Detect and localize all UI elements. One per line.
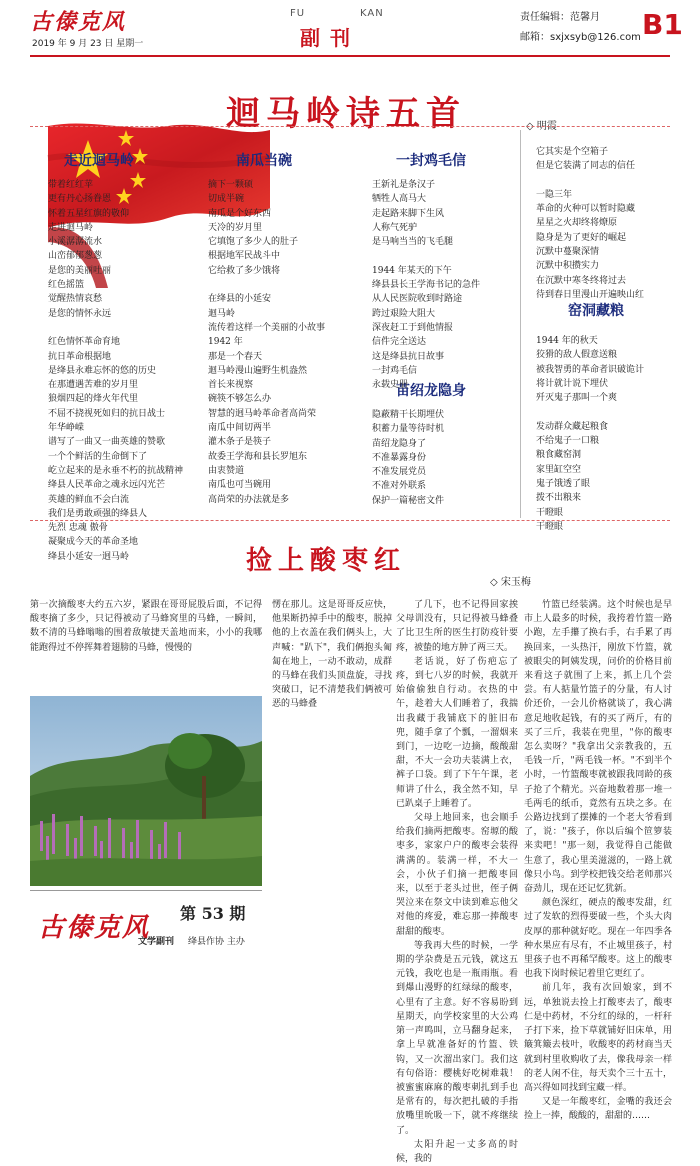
article-paragraph: 太阳升起一丈多高的时候，我的 — [396, 1139, 518, 1164]
poem-line: 年华峥嵘 — [48, 423, 85, 434]
poem-line: 走起路来脚下生风 — [372, 208, 445, 219]
poem-line: 在那遭遇苦难的岁月里 — [48, 380, 139, 391]
masthead-fu: FU — [290, 8, 306, 19]
poem-line: 狡猾的敌人假意送粮 — [536, 350, 618, 361]
masthead-logo: 古傣克风 — [30, 9, 127, 35]
poem-line: 星星之火却终将燎原 — [536, 218, 618, 229]
poem-3-body — [372, 178, 480, 392]
poem-line: 英雄的鲜血不会白流 — [48, 494, 130, 505]
poem-line: 一个个鲜活的生命倒下了 — [48, 451, 148, 462]
poem-line: 是您的情怀永远 — [48, 308, 112, 319]
poem-title-3: 一封鸡毛信 — [396, 153, 466, 169]
poem-line: 革命的火种可以暂时隐藏 — [536, 204, 636, 215]
article-paragraph: 颜色深红，硬点的酸枣发甜，红过了发软的烈得要破一些，个头大肉皮厚的那种就好吃。现在一年四季各种水果应有尽有，不止城里孩子，村里孩子也不再稀罕酸枣。这上的酸枣也我下岗时候记着里它更红了。 — [524, 898, 672, 980]
poem-line: 南瓜中间切两半 — [208, 423, 272, 434]
article-title: 捡上酸枣红 — [246, 546, 407, 576]
publication-type: 文学副刊 — [138, 937, 175, 947]
poem-line: 屹立起来的是永垂不朽的抗战精神 — [48, 465, 184, 476]
poem-1-body — [48, 178, 183, 564]
poem-line: 深夜赶工于到他情报 — [372, 322, 454, 333]
poem-line: 是绛县永难忘怀的悠的历史 — [48, 365, 157, 376]
masthead — [0, 0, 700, 58]
article-author: ◇ 宋玉梅 — [490, 577, 531, 588]
poem-line: 迴马岭 — [208, 308, 236, 319]
poem-line: 一封鸡毛信 — [372, 365, 418, 376]
poem-line: 高尚荣的办法就是多 — [208, 494, 290, 505]
poem-2-body — [208, 178, 325, 507]
poem-line: 1944 年某天的下午 — [372, 265, 452, 276]
poem-line: 山峦郁郁葱葱 — [48, 251, 103, 262]
poem-line: 干瞪眼 — [536, 521, 564, 532]
poem-line: 碗筷不够怎么办 — [208, 394, 272, 405]
poem-line: 绛县小延安一迥马岭 — [48, 551, 130, 562]
poem-line: 绛县县长王学海书记的急件 — [372, 280, 481, 291]
poem-line: 牺牲人高马大 — [372, 194, 427, 205]
article-col-3 — [396, 598, 518, 1164]
poem-line: 沉默中蔓聚深情 — [536, 247, 600, 258]
poem-line: 信件完全送达 — [372, 337, 427, 348]
publication-footer — [30, 890, 262, 968]
poem-line: 故委王学海和县长罗旭东 — [208, 451, 308, 462]
poem-series-title: 迴马岭诗五首 — [226, 94, 466, 134]
poem-line — [372, 249, 480, 263]
poem-line: 在沉默中寒冬终将过去 — [536, 275, 627, 286]
poem-line: 1942 年 — [208, 337, 243, 348]
poem-line: 南瓜是个好东西 — [208, 208, 272, 219]
poem-title-4: 苗绍龙隐身 — [396, 383, 466, 399]
poem-line: 保护一篇秘密文件 — [372, 495, 445, 506]
masthead-date: 2019 年 9 月 23 日 星期一 — [32, 39, 144, 49]
poem-line: 凝聚成今天的革命圣地 — [48, 537, 139, 548]
poem-line: 我们是勇敢顽强的绛县人 — [48, 508, 148, 519]
poem-line: 流传着这样一个美丽的小故事 — [208, 322, 326, 333]
poem-line: 不给鬼子一口粮 — [536, 436, 600, 447]
poem-line: 小溪潺潺流水 — [48, 237, 103, 248]
poem-line: 红色情怀革命育地 — [48, 337, 121, 348]
poem-line: 更有丹心扬眷恩 — [48, 194, 112, 205]
poem-line — [208, 278, 325, 292]
poem-line: 歼灭鬼子那叫一个爽 — [536, 393, 618, 404]
poem-line — [536, 405, 644, 419]
poem-line: 切成半碗 — [208, 194, 245, 205]
poem-line: 灌木条子是筷子 — [208, 437, 272, 448]
poem-line: 根据地军民战斗中 — [208, 251, 281, 262]
poem-line: 积蓄力量等待时机 — [372, 424, 445, 435]
poem-line: 1944 年的秋天 — [536, 336, 598, 346]
poem-line: 沉默中积攒实力 — [536, 261, 600, 272]
poem-line — [536, 174, 644, 188]
column-rule — [520, 130, 521, 518]
landscape-photo — [30, 696, 262, 886]
poem-line: 怀着五星红旗的敬仰 — [48, 208, 130, 219]
poem-title-1: 走近迴马岭 — [64, 153, 134, 169]
poem-line: 粮食藏窑洞 — [536, 450, 582, 461]
poem-line: 一隐三年 — [536, 189, 573, 200]
poem-line: 干瞪眼 — [536, 507, 564, 518]
poem-line: 王新礼是条汉子 — [372, 180, 436, 190]
masthead-kan: KAN — [360, 8, 384, 19]
poem-line: 但是它装满了同志的信任 — [536, 161, 636, 172]
poem-title-6: 窑洞藏粮 — [568, 303, 624, 319]
poem-author: ◇ 明霞 — [526, 121, 557, 132]
poem-line: 拨不出粮来 — [536, 493, 582, 504]
poem-line: 隐蔽精干长期埋伏 — [372, 410, 445, 420]
poem-line: 不屈不挠视死如归的抗日战士 — [48, 408, 166, 419]
poem-line: 从人民医院收到时路途 — [372, 294, 463, 305]
publication-host: 绛县作协 主办 — [188, 937, 245, 947]
masthead-editor: 责任编辑：范馨月 — [520, 12, 600, 23]
poem-line: 由衷赞道 — [208, 465, 245, 476]
poem-line: 永载史册 — [372, 380, 409, 391]
poem-line: 迴马岭漫山遍野生机盎然 — [208, 365, 308, 376]
article-paragraph: 父母上地回来，也会顺手给我们摘两把酸枣。窑塬的酸枣多，家家户户的酸枣会装得满满的。装满一样，不大一会，小伙子们摘一把酸枣回来，以至于老头过世，侄子俩哭泣来在祭文中读到难忘他父对他的疼爱，难忘那一捧酸枣甜甜的酸枣。 — [396, 813, 518, 937]
poem-divider — [30, 126, 670, 127]
poem-line: 抗日革命根据地 — [48, 351, 112, 362]
article-paragraph: 老话说，好了伤疤忘了疼，到七八岁的时候，我就开始偷偷独自行动。衣热的中午，趁着大人们睡着了，我揣出我藏于我铺底下的脏旧布兜，随手拿了个瓢，一溜烟来到门，一边吃一边摘，酸酸甜甜，不大一会功夫装满上衣，裤子口袋。到了下午午课，老师讲了什么，我全然不知，早已趴桌子上睡着了。 — [396, 656, 518, 809]
poem-line: 将计就计说下埋伏 — [536, 378, 609, 389]
article-col-2: 愣在那儿。这是哥哥反应快，他果断扔掉手中的酸枣，脱掉他的上衣盖在我们俩头上，大声喊："趴下"，我们俩抱头匍匐在地上，一动不敢动，成群的马蜂在我们头顶盘旋，寻找突破口，记不清楚我们俩被可恶的马蜂叠 — [272, 600, 392, 710]
issue-number: 第 53 期 — [180, 904, 246, 923]
poem-line: 不准对外联系 — [372, 481, 427, 492]
poem-5-body — [536, 145, 644, 302]
poem-line: 不准发展党员 — [372, 467, 427, 478]
article-col-4 — [524, 598, 672, 1122]
poem-line: 它其实是个空箱子 — [536, 147, 609, 157]
poem-4-body — [372, 408, 444, 508]
poem-line: 是马响当当的飞毛腿 — [372, 237, 454, 248]
poem-line: 这是绛县抗日故事 — [372, 351, 445, 362]
poem-6-body — [536, 334, 644, 534]
section-divider — [30, 520, 670, 521]
poem-line: 天冷的岁月里 — [208, 222, 263, 233]
poem-line: 狼烟四起的烽火年代里 — [48, 394, 139, 405]
poem-line: 隐身是为了更好的崛起 — [536, 232, 627, 243]
poem-line: 是您的美丽吐丽 — [48, 265, 112, 276]
article-paragraph: 等我再大些的时候，一学期的学杂费是五元钱，就这五元钱，我吃也是一瓶雨瓶。看到爆山漫野的红绿绿的酸枣，心里有了主意。好不容易盼到星期天，向学校家里的大公鸡第一声鸣叫，立马翻身起来，拿上早就准备好的竹篮、铁钩，又一次溜出家门。我们这有句俗语：樱桃好吃树难栽！被蜜蜜麻麻的酸枣刺扎到手也是常有的，每次把扎破的手指放嘴里吮吸一下，就不疼继续了。 — [396, 940, 518, 1136]
poem-line: 绛县人民革命之魂永远闪光芒 — [48, 480, 166, 491]
poem-line: 跨过艰险大阻大 — [372, 308, 436, 319]
poem-line: 智慧的迥马岭革命者高尚荣 — [208, 408, 317, 419]
poem-line: 走进迴马岭 — [48, 222, 94, 233]
page-number: B1 — [642, 8, 683, 41]
poem-line: 南瓜也可当碗用 — [208, 480, 272, 491]
poem-line: 那是一个春天 — [208, 351, 263, 362]
poem-line: 觉醒热情哀愁 — [48, 294, 103, 305]
poem-line: 苗绍龙隐身了 — [372, 438, 427, 449]
poem-line: 它填饱了多少人的肚子 — [208, 237, 299, 248]
poem-line: 红色摇篮 — [48, 280, 85, 291]
poem-line — [48, 321, 183, 335]
poem-line: 它给救了多少饿将 — [208, 265, 281, 276]
poem-line: 鬼子饿透了眼 — [536, 478, 591, 489]
footer-logo: 古傣克风 — [38, 913, 151, 943]
masthead-divider — [30, 55, 670, 57]
poem-line: 待到春日里漫山开遍映山红 — [536, 289, 645, 300]
poem-line: 被我智勇的革命者识破诡计 — [536, 364, 645, 375]
article-col-1: 第一次摘酸枣大约五六岁，紧跟在哥哥屁股后面，不记得酸枣摘了多少，只记得被动了马蜂窝里的马蜂，一瞬间，数不清的马蜂嗡嗡的围着敌敏捷天盖地而来，小小的我哪能跑得过不停挥舞着翅膀的马蜂，慢慢的 — [30, 600, 262, 653]
section-title: 副刊 — [300, 26, 360, 50]
poem-line: 人称气死驴 — [372, 222, 418, 233]
article-paragraph: 前几年，我有次回娘家，到不远，单独说去捡上打酸枣去了，酸枣仁是中药材，不分红的绿的，一杆秆子打下来，捡下草就铺好旧床单，用簸箕簸去枝叶，收酸枣的药材商当天就到村里收购收了去，像我母亲一样的老人闲不住，每天卖个三十五十，高兴得如同找到宝藏一样。 — [524, 983, 672, 1093]
article-paragraph: 了几下，也不记得回家挨父母训没有，只记得被马蜂叠了比卫生所的医生打防疫针要疼，被蛰的地方肿了两三天。 — [396, 600, 518, 653]
poem-line: 在绛县的小延安 — [208, 294, 272, 305]
article-paragraph: 又是一年酸枣红，金嘴的我还会捡上一捧，酸酸的，甜甜的…… — [524, 1097, 672, 1122]
poem-line: 带着红红苹 — [48, 180, 94, 190]
masthead-email: 邮箱：sxjxsyb@126.com — [520, 32, 641, 43]
poem-line: 谱写了一曲又一曲英雄的赞歌 — [48, 437, 166, 448]
article-paragraph: 竹篮已经装满。这个时候也是早市上人最多的时候，我挎着竹篮一路小跑，左手攥了换右手，右手累了再换回来，一头热汗，刚放下竹篮，就被眼尖的阿姨发现，问价的价格目前来看这子就围了上来，抓上几个尝尝。有人掂量竹篮子的分量，有人讨价还价，一会儿价格就谈了，我心满意足地收起钱，有的买了两斤，有的买了三斤，我装在兜里，"你的酸枣怎么卖呀？"我拿出父亲教我的，五毛钱一斤，"两毛钱一杯。"不到半个小时，一竹篮酸枣就被跟我同龄的孩子抢了个精光。兴奋地数着那一堆一毛两毛的纸币，竟然有五块之多。在公路边找到了摆摊的一个老大爷看到了，说："孩子，你以后编个笸箩装来卖吧！"那一刻，我觉得自己能做生意了，我心里美滋滋的，一路上就像只小鸟。到学校把钱交给老师那兴奋劲儿，现在还记忆犹新。 — [524, 600, 672, 895]
poem-title-2: 南瓜当碗 — [236, 153, 292, 169]
poem-line: 先烈 忠魂 傲骨 — [48, 523, 108, 534]
poem-line: 家里缸空空 — [536, 464, 582, 475]
poem-line: 首长来视察 — [208, 380, 254, 391]
poem-line: 摘下一颗硕 — [208, 180, 254, 190]
poem-line: 发动群众藏起粮食 — [536, 421, 609, 432]
poem-line: 不准暴露身份 — [372, 452, 427, 463]
